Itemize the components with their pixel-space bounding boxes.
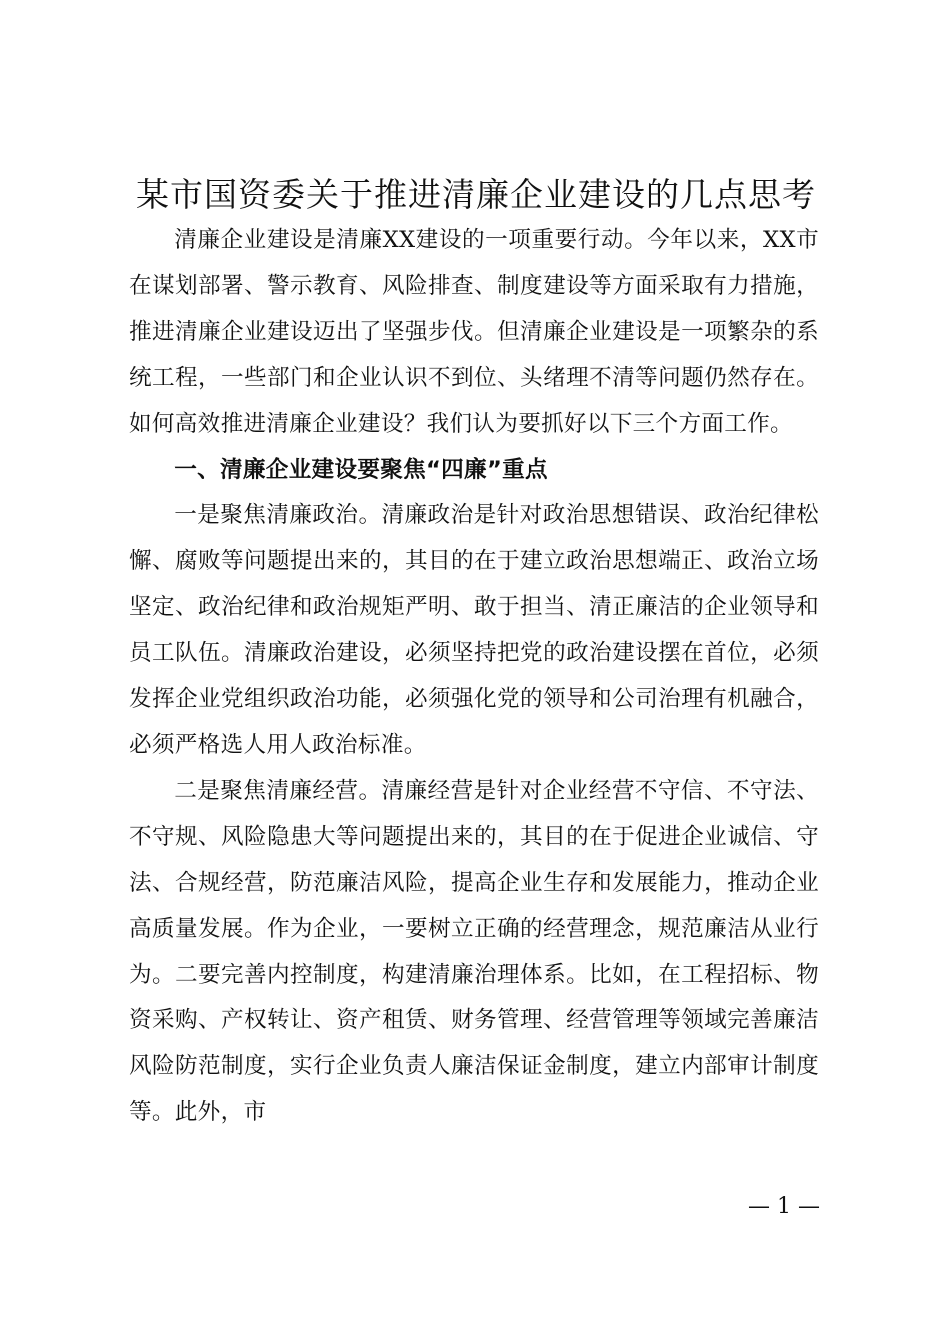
section1-paragraph-2: 二是聚焦清廉经营。清廉经营是针对企业经营不守信、不守法、不守规、风险隐患大等问题提出来的，其目的在于促进企业诚信、守法、合规经营，防范廉洁风险，提高企业生存和发展能力，推动企业高质量发展。作为企业，一要树立正确的经营理念，规范廉洁从业行为。二要完善内控制度，构建清廉治理体系。比如，在工程招标、物资采购、产权转让、资产租赁、财务管理、经营管理等领域完善廉洁风险防范制度，实行企业负责人廉洁保证金制度，建立内部审计制度等。此外，市 [129,777,819,1126]
section-heading-1: 一、清廉企业建设要聚焦“四廉”重点 [174,456,548,483]
page-number: — 1 — [748,1194,820,1219]
section1-paragraph-1: 一是聚焦清廉政治。清廉政治是针对政治思想错误、政治纪律松懈、腐败等问题提出来的，其目的在于建立政治思想端正、政治立场坚定、政治纪律和政治规矩严明、敢于担当、清正廉洁的企业领导和员工队伍。清廉政治建设，必须坚持把党的政治建设摆在首位，必须发挥企业党组织政治功能，必须强化党的领导和公司治理有机融合，必须严格选人用人政治标准。 [129,502,819,758]
document-title: 某市国资委关于推进清廉企业建设的几点思考 [136,175,816,214]
intro-paragraph: 清廉企业建设是清廉XX建设的一项重要行动。今年以来，XX市在谋划部署、警示教育、风险排查、制度建设等方面采取有力措施，推进清廉企业建设迈出了坚强步伐。但清廉企业建设是一项繁杂的系统工程，一些部门和企业认识不到位、头绪理不清等问题仍然存在。如何高效推进清廉企业建设？我们认为要抓好以下三个方面工作。 [129,227,819,437]
document-body [129,218,819,1136]
